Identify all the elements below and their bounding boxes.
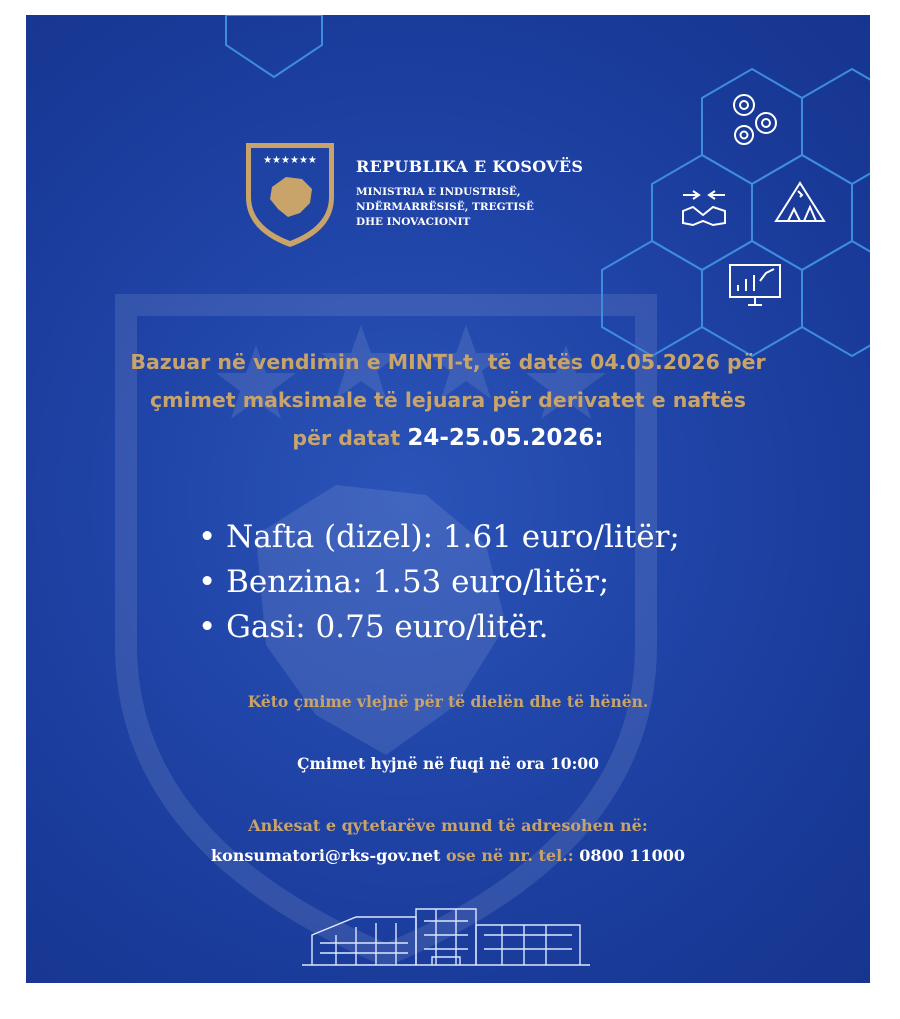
mountains-icon (772, 177, 832, 227)
contact-middle: ose në nr. tel.: (440, 846, 580, 865)
validity-note: Këto çmime vlejnë për të dielën dhe të hënën. (247, 692, 649, 711)
price-item-diesel (198, 515, 680, 560)
contact-line-1: Ankesat e qytetarëve mund të adresohen në: (248, 816, 648, 835)
effective-time-note: Çmimet hyjnë në fuqi në ora 10:00 (297, 754, 599, 773)
ministry-line-1: MINISTRIA E INDUSTRISË, (356, 186, 521, 198)
ministry-line-3: DHE INOVACIONIT (356, 216, 471, 228)
price-item-petrol (198, 560, 680, 605)
intro-line-3 (26, 419, 870, 457)
bullet: • (198, 609, 217, 645)
price-text: Gasi: 0.75 euro/litër. (226, 609, 549, 645)
bullet: • (198, 519, 217, 555)
ministry-header (242, 139, 662, 249)
contact-phone[interactable]: 0800 11000 (579, 846, 685, 865)
intro-line-1: Bazuar në vendimin e MINTI-t, të datës 04.05.2026 për (130, 350, 766, 374)
contact-line-2 (26, 841, 870, 871)
gears-icon (724, 87, 782, 149)
price-item-gas (198, 605, 680, 650)
svg-text:★★★★★★: ★★★★★★ (263, 155, 317, 166)
poster (26, 15, 870, 983)
analytics-monitor-icon (726, 257, 784, 313)
price-text: Benzina: 1.53 euro/litër; (226, 564, 610, 600)
country-title: REPUBLIKA E KOSOVËS (356, 157, 584, 176)
ministry-line-2: NDËRMARRËSISË, TREGTISË (356, 201, 534, 213)
price-text: Nafta (dizel): 1.61 euro/litër; (226, 519, 680, 555)
price-dates: 24-25.05.2026: (407, 425, 604, 451)
bullet: • (198, 564, 217, 600)
government-building-icon (296, 895, 596, 970)
intro-line-2: çmimet maksimale të lejuara për derivatet e naftës (149, 388, 747, 412)
intro-line-3-prefix: për datat (292, 426, 408, 450)
handshake-icon (679, 185, 729, 231)
contact-info (26, 811, 870, 871)
price-list (198, 515, 680, 650)
decision-intro (26, 343, 870, 457)
coat-of-arms-icon (242, 139, 338, 249)
contact-email[interactable]: konsumatori@rks-gov.net (211, 846, 441, 865)
ministry-name (356, 185, 534, 230)
